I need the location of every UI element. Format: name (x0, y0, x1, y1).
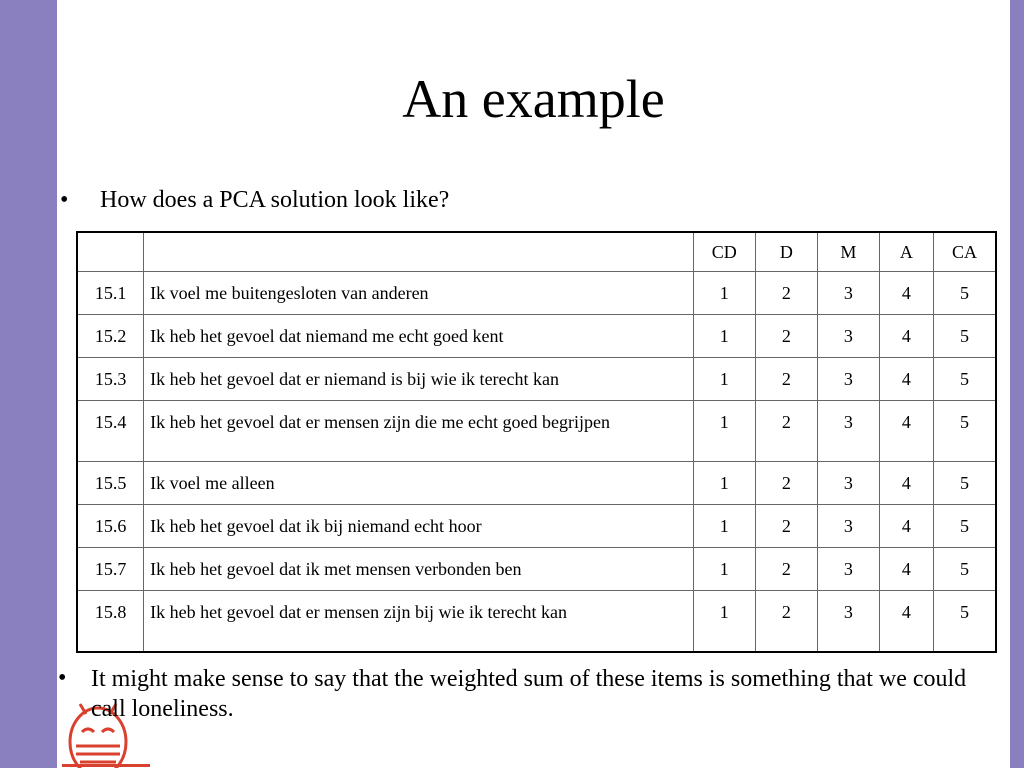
scale-value: 4 (879, 358, 933, 401)
header-cell-statement (144, 232, 694, 272)
slide-title: An example (402, 69, 665, 129)
item-id: 15.4 (77, 401, 144, 462)
table-row (77, 401, 996, 462)
table-row (77, 591, 996, 653)
scale-value: 4 (879, 591, 933, 653)
item-statement: Ik heb het gevoel dat niemand me echt goed kent (144, 315, 694, 358)
header-cell-cd: CD (693, 232, 755, 272)
item-id: 15.3 (77, 358, 144, 401)
scale-value: 5 (933, 591, 996, 653)
scale-value: 1 (693, 358, 755, 401)
scale-value: 1 (693, 272, 755, 315)
item-id: 15.1 (77, 272, 144, 315)
scale-value: 2 (755, 505, 817, 548)
item-id: 15.7 (77, 548, 144, 591)
bullet-marker: • (58, 665, 67, 691)
scale-value: 5 (933, 272, 996, 315)
scale-value: 2 (755, 401, 817, 462)
scale-value: 1 (693, 401, 755, 462)
table-row (77, 272, 996, 315)
item-statement: Ik heb het gevoel dat er mensen zijn bij wie ik terecht kan (144, 591, 694, 653)
item-statement: Ik voel me alleen (144, 462, 694, 505)
table-row (77, 548, 996, 591)
scale-value: 5 (933, 315, 996, 358)
scale-value: 2 (755, 462, 817, 505)
scale-value: 2 (755, 272, 817, 315)
scale-value: 5 (933, 462, 996, 505)
scale-value: 3 (817, 358, 879, 401)
item-statement: Ik voel me buitengesloten van anderen (144, 272, 694, 315)
scale-value: 1 (693, 505, 755, 548)
header-cell-a: A (879, 232, 933, 272)
item-statement: Ik heb het gevoel dat er niemand is bij wie ik terecht kan (144, 358, 694, 401)
item-id: 15.2 (77, 315, 144, 358)
scale-value: 4 (879, 548, 933, 591)
table-row (77, 358, 996, 401)
bullet-marker: • (60, 187, 69, 213)
scale-value: 3 (817, 505, 879, 548)
left-decor-band (0, 0, 57, 768)
scale-value: 1 (693, 591, 755, 653)
bullet-conclusion (58, 664, 988, 724)
scale-value: 2 (755, 591, 817, 653)
scale-value: 4 (879, 315, 933, 358)
header-cell-m: M (817, 232, 879, 272)
table-row (77, 315, 996, 358)
scale-value: 2 (755, 548, 817, 591)
scale-value: 1 (693, 462, 755, 505)
scale-value: 3 (817, 591, 879, 653)
scale-value: 4 (879, 462, 933, 505)
scale-value: 5 (933, 548, 996, 591)
item-statement: Ik heb het gevoel dat ik met mensen verbonden ben (144, 548, 694, 591)
item-statement: Ik heb het gevoel dat ik bij niemand echt hoor (144, 505, 694, 548)
questionnaire-table (76, 231, 997, 653)
header-cell-d: D (755, 232, 817, 272)
scale-value: 3 (817, 548, 879, 591)
scale-value: 5 (933, 401, 996, 462)
table-header-row (77, 232, 996, 272)
scale-value: 1 (693, 548, 755, 591)
bullet-text: How does a PCA solution look like? (100, 187, 450, 213)
scale-value: 3 (817, 272, 879, 315)
scale-value: 1 (693, 315, 755, 358)
item-id: 15.6 (77, 505, 144, 548)
scale-value: 4 (879, 505, 933, 548)
scale-value: 5 (933, 358, 996, 401)
scale-value: 3 (817, 462, 879, 505)
table-row (77, 462, 996, 505)
header-cell-id (77, 232, 144, 272)
item-statement: Ik heb het gevoel dat er mensen zijn die me echt goed begrijpen (144, 401, 694, 462)
scale-value: 4 (879, 401, 933, 462)
bullet-text: It might make sense to say that the weighted sum of these items is something that we could call loneliness. (91, 666, 967, 722)
scale-value: 3 (817, 315, 879, 358)
scale-value: 3 (817, 401, 879, 462)
right-decor-band (1010, 0, 1024, 768)
scale-value: 4 (879, 272, 933, 315)
header-cell-ca: CA (933, 232, 996, 272)
item-id: 15.8 (77, 591, 144, 653)
scale-value: 2 (755, 358, 817, 401)
item-id: 15.5 (77, 462, 144, 505)
scale-value: 5 (933, 505, 996, 548)
table-row (77, 505, 996, 548)
scale-value: 2 (755, 315, 817, 358)
